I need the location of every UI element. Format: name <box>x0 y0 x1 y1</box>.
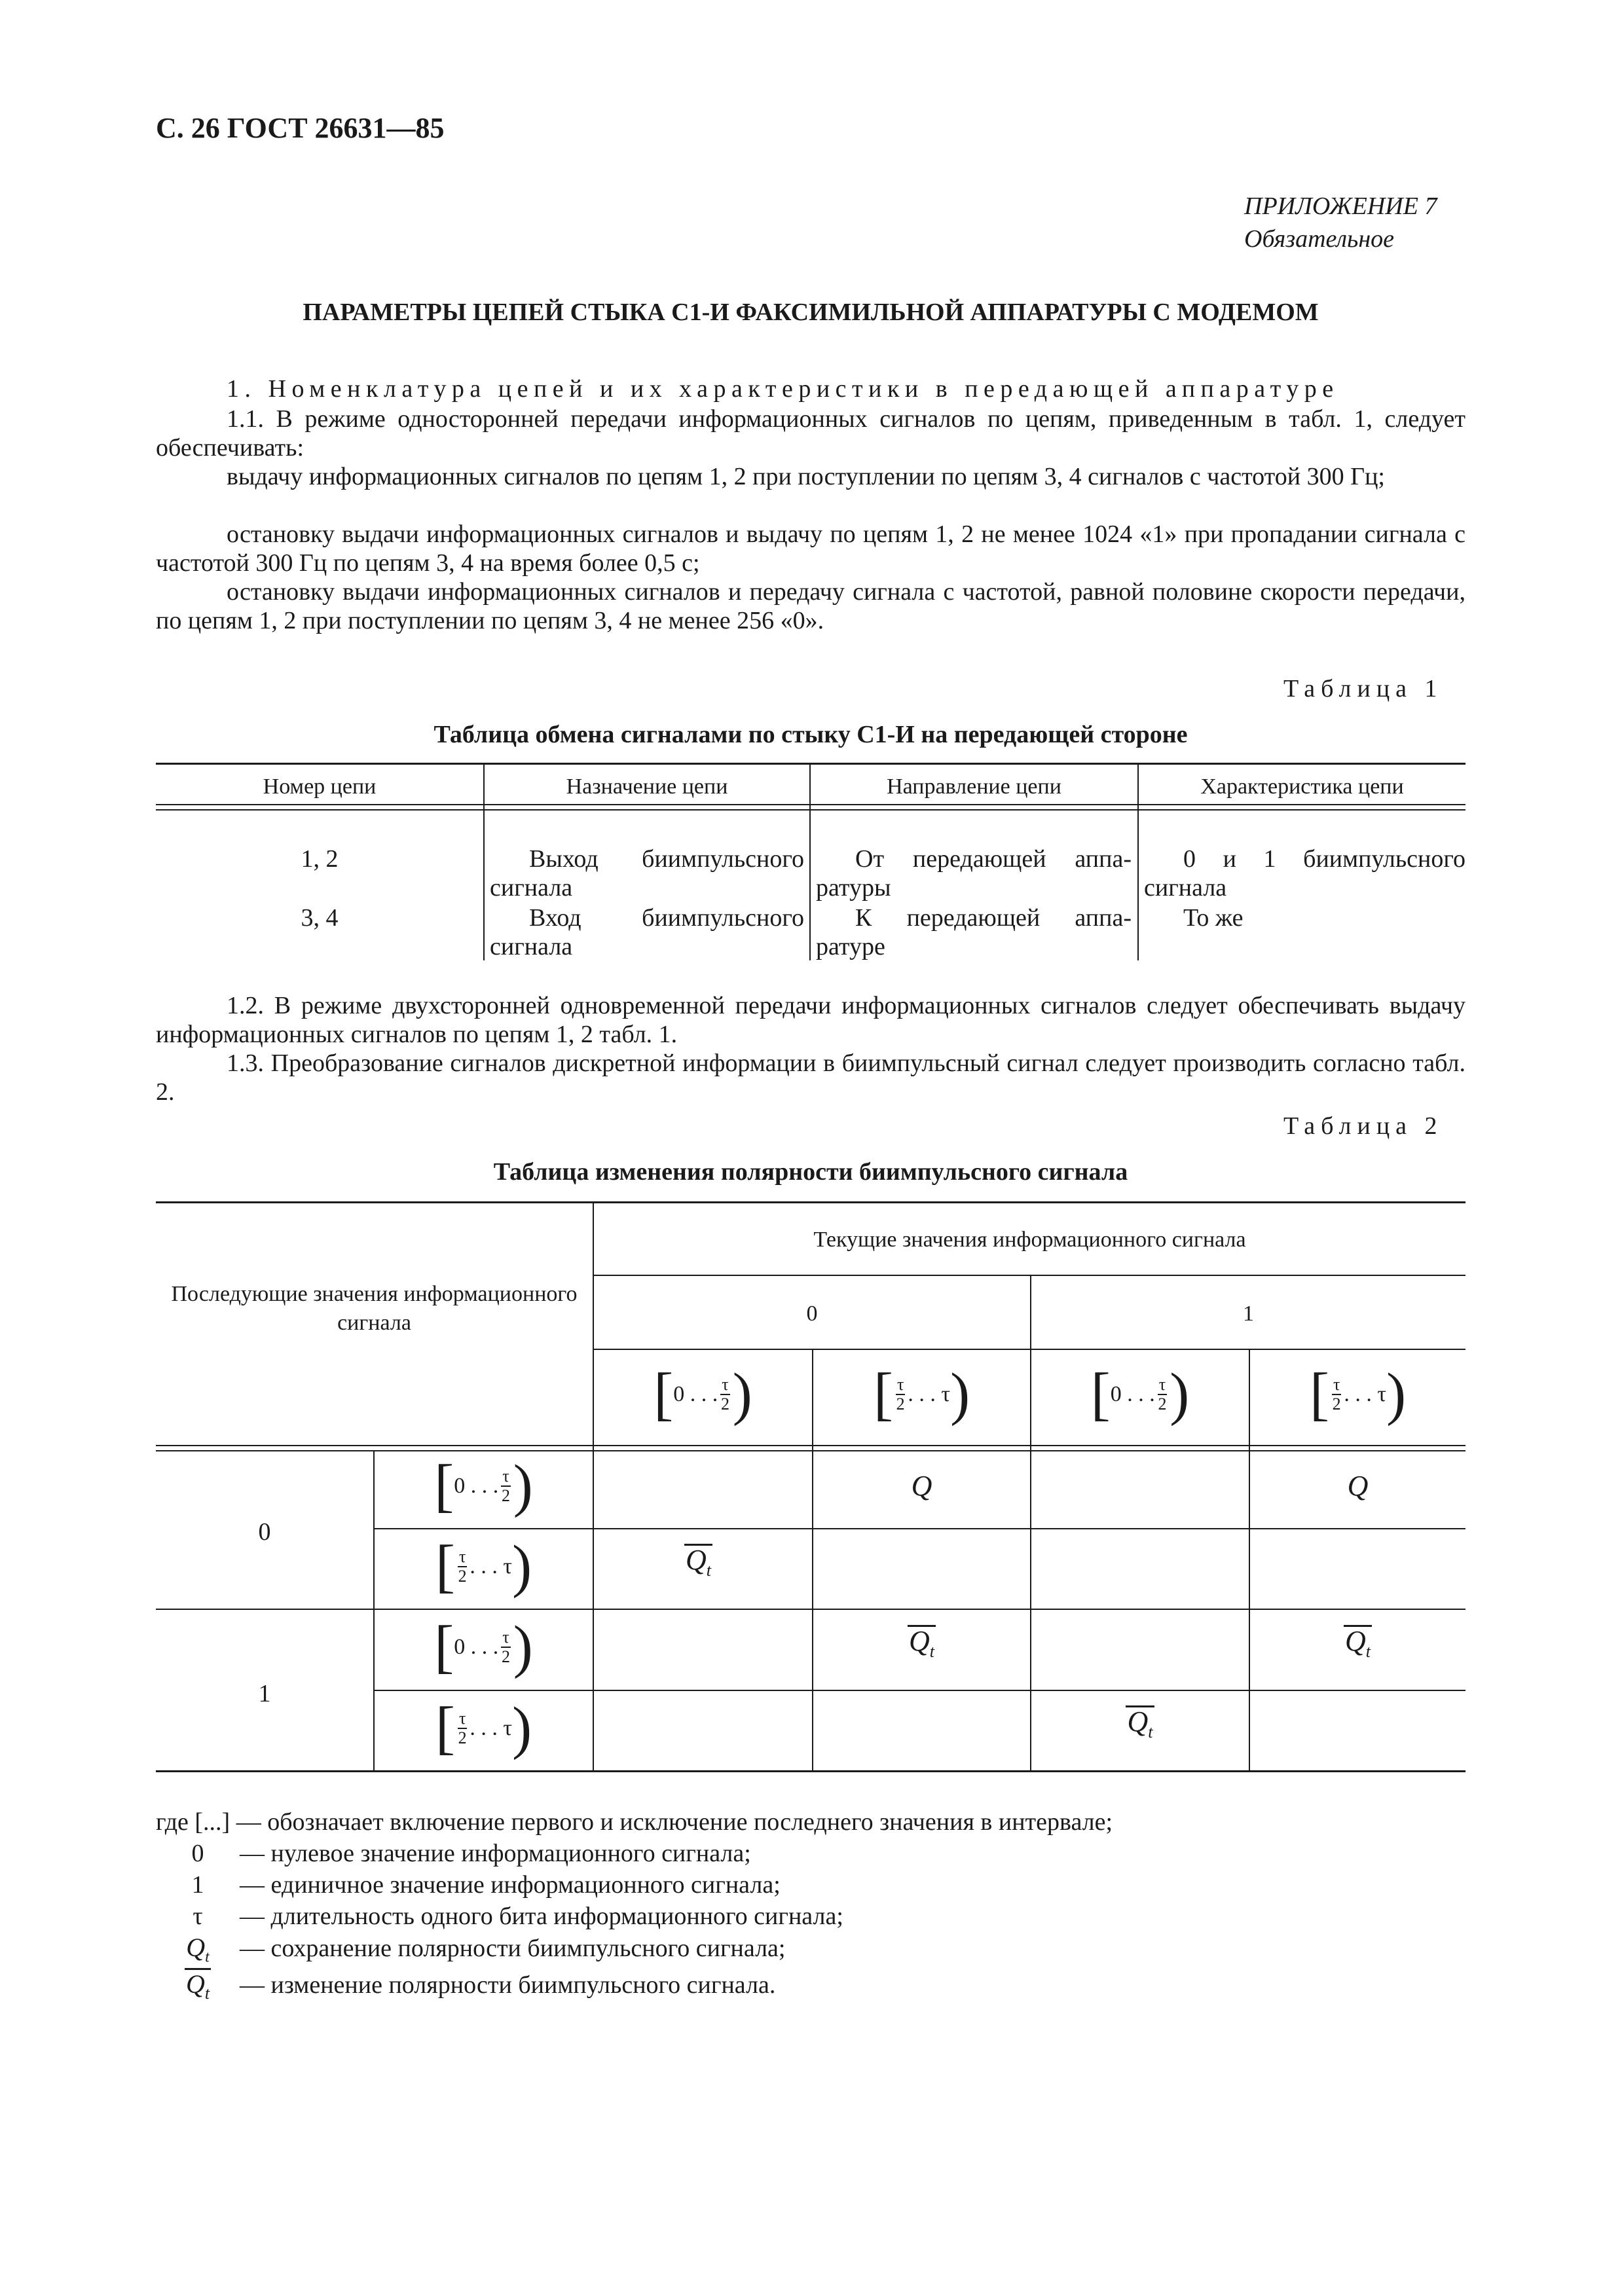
col-interval-2: [ $\frac{\tau}{2}$ . . . τ ) <box>873 1362 970 1427</box>
table2-cell-r1-c4: Q <box>1347 1470 1369 1502</box>
table1-header-rule-2 <box>156 809 1465 811</box>
appendix-status: Обязательное <box>1244 225 1395 253</box>
paragraph-1-2-text: 1.2. В режиме двухсторонней одновременной передачи информационных сигналов следует обеспечивать выдачу информационных сигналов по цепям 1, 2 табл. 1. <box>156 992 1465 1048</box>
table2-cell-r1-c2: Q <box>911 1470 932 1502</box>
legend-item-1: 1 — единичное значение информационного сигнала; <box>191 1871 781 1899</box>
table2-bottom-rule <box>156 1770 1465 1772</box>
table1-header-rule-1 <box>156 804 1465 805</box>
paragraph-1-3-text: 1.3. Преобразование сигналов дискретной информации в биимпульсный сигнал следует производить согласно табл. 2. <box>156 1049 1465 1106</box>
col-interval-1: [ 0 . . . $\frac{\tau}{2}$ ) <box>654 1362 752 1427</box>
table1-header-direction: Направление цепи <box>887 774 1061 799</box>
row-interval-1: [ 0 . . . $\frac{\tau}{2}$ ) <box>434 1453 533 1518</box>
col-interval-3: [ 0 . . . $\frac{\tau}{2}$ ) <box>1090 1362 1190 1427</box>
table2-hline-5 <box>373 1690 1465 1691</box>
row-interval-2: [ $\frac{\tau}{2}$ . . . τ ) <box>435 1534 532 1599</box>
legend-item-2: τ — длительность одного бита информационного сигнала; <box>193 1903 843 1930</box>
main-title: ПАРАМЕТРЫ ЦЕПЕЙ СТЫКА С1-И ФАКСИМИЛЬНОЙ АППАРАТУРЫ С МОДЕМОМ <box>303 299 1319 326</box>
table2-head-rule-2 <box>156 1450 1465 1451</box>
table2-caption: Таблица изменения полярности биимпульсного сигнала <box>493 1158 1128 1186</box>
table2-cell-r3-c2: $Q_t$ <box>813 1625 1030 1666</box>
table2-cell-r2-c1: $Q_t$ <box>684 1544 712 1585</box>
page-header: С. 26 ГОСТ 26631—85 <box>156 112 445 144</box>
row-interval-4: [ $\frac{\tau}{2}$ . . . τ ) <box>435 1696 532 1760</box>
legend-item-0: 0 — нулевое значение информационного сигнала; <box>191 1840 751 1867</box>
table1-row1-char: 0 и 1 биимпульсного сигнала <box>1144 845 1465 902</box>
table2-top-rule <box>156 1201 1465 1203</box>
table2-hline-1 <box>593 1275 1465 1276</box>
table2-hline-2 <box>593 1349 1465 1350</box>
table2-label: Таблица 2 <box>1283 1112 1443 1140</box>
paragraph-1-3 <box>156 1049 1465 1106</box>
table1-row2-char: То же <box>1183 904 1244 932</box>
paragraph-1-1 <box>156 405 1465 462</box>
table2-col-header: Текущие значения информационного сигнала <box>813 1228 1246 1252</box>
paragraph-1-1-text: 1.1. В режиме односторонней передачи информационных сигналов по цепям, приведенным в табл. 1, следует обеспечивать: <box>156 405 1465 462</box>
heading-text: 1. Номенклатура цепей и их характеристики в передающей аппаратуре <box>227 375 1339 403</box>
table2-cell-r3-c4: $Q_t$ <box>1250 1625 1465 1666</box>
table1-caption: Таблица обмена сигналами по стыку С1-И на передающей стороне <box>433 721 1188 748</box>
table1-header-char: Характеристика цепи <box>1200 774 1404 799</box>
table1-row1-direction: От передающей аппа- ратуры <box>816 845 1132 902</box>
table1-top-rule <box>156 763 1465 765</box>
table1-row2-purpose: Вход биимпульсного сигнала <box>490 904 804 960</box>
table2-hline-3 <box>373 1528 1465 1529</box>
row-interval-3: [ 0 . . . $\frac{\tau}{2}$ ) <box>434 1614 533 1679</box>
item-b <box>156 520 1465 577</box>
col-interval-4: [ $\frac{\tau}{2}$ . . . τ ) <box>1309 1362 1407 1427</box>
table1-row2-num: 3, 4 <box>301 904 339 932</box>
item-a <box>156 462 1465 491</box>
table2-vline-main <box>593 1201 594 1771</box>
item-b-text: остановку выдачи информационных сигналов и выдачу по цепям 1, 2 не менее 1024 «1» при пропадании сигнала с частотой 300 Гц по цепям 3, 4 на время более 0,5 с; <box>156 520 1465 577</box>
table2-head-rule-1 <box>156 1445 1465 1446</box>
table2-cell-r4-c3: $Q_t$ <box>1031 1705 1249 1747</box>
item-a-text: выдачу информационных сигналов по цепям 1, 2 при поступлении по цепям 3, 4 сигналов с частотой 300 Гц; <box>227 463 1385 490</box>
item-c-text: остановку выдачи информационных сигналов и передачу сигнала с частотой, равной половине скорости передачи, по цепям 1, 2 при поступлении по цепям 3, 4 не менее 256 «0». <box>156 578 1465 634</box>
section-heading <box>156 374 1465 403</box>
table1-row2-direction: К передающей аппа- ратуре <box>816 904 1132 960</box>
table2-vline-b <box>1030 1275 1031 1771</box>
legend-where: где [...] — обозначает включение первого и исключение последнего значения в интервале; <box>156 1808 1113 1836</box>
appendix-label: ПРИЛОЖЕНИЕ 7 <box>1244 192 1437 220</box>
legend-item-4: $Q_t$ — изменение полярности биимпульсного сигнала. <box>156 1968 775 2008</box>
table2-hline-4 <box>156 1609 1465 1610</box>
table2-row-value-1: 1 <box>258 1680 271 1707</box>
table2-row-header: Последующие значения информационного сигнала <box>171 1282 578 1335</box>
appendix-block <box>1244 190 1437 255</box>
table1-label: Таблица 1 <box>1283 675 1443 702</box>
table1-header-num: Номер цепи <box>263 774 377 799</box>
table1-header-purpose: Назначение цепи <box>566 774 728 799</box>
paragraph-1-2 <box>156 991 1465 1049</box>
table1-row1-purpose: Выход биимпульсного сигнала <box>490 845 804 902</box>
item-c <box>156 577 1465 635</box>
table2-col-value-1: 1 <box>1243 1302 1254 1326</box>
table2-col-value-0: 0 <box>806 1302 818 1326</box>
table1-row1-num: 1, 2 <box>301 845 339 873</box>
table2-row-value-0: 0 <box>258 1518 271 1546</box>
legend-item-3: $Q_t$ — сохранение полярности биимпульсного сигнала; <box>186 1933 786 1966</box>
